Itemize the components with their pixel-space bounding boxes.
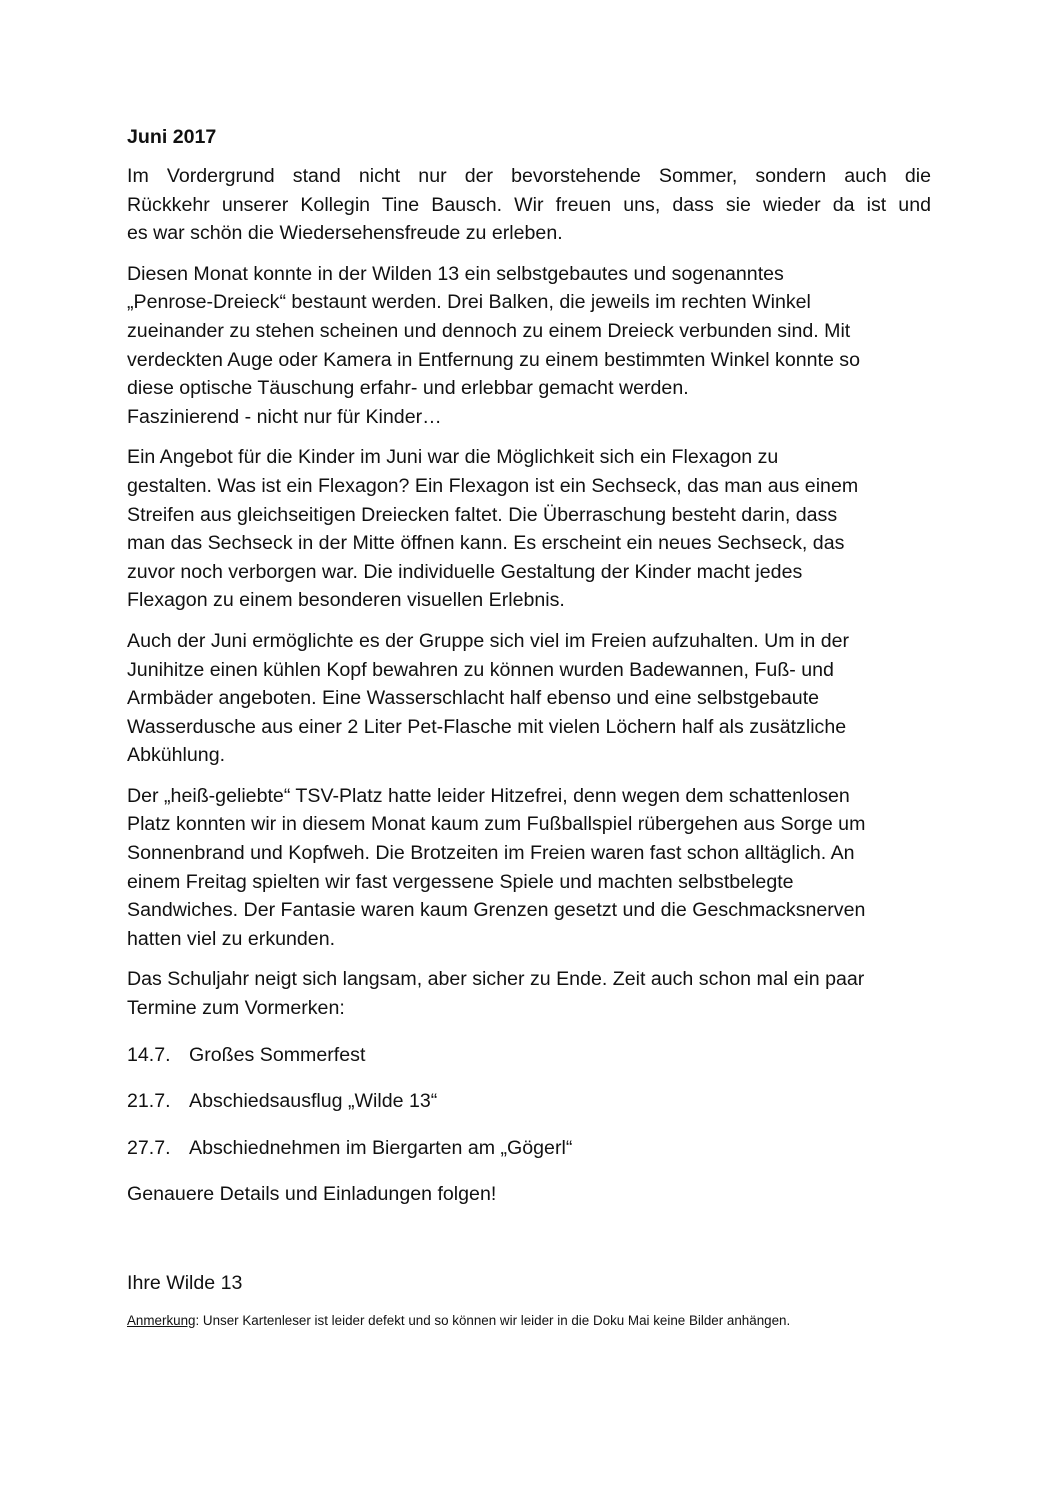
text-line: Diesen Monat konnte in der Wilden 13 ein selbstgebautes und sogenanntes xyxy=(127,262,784,285)
flexagon-paragraph xyxy=(127,443,931,615)
text-line: gestalten. Was ist ein Flexagon? Ein Flexagon ist ein Sechseck, das man aus einem xyxy=(127,474,859,497)
text-line: verdeckten Auge oder Kamera in Entfernung zu einem bestimmten Winkel konnte so xyxy=(127,348,860,371)
text-line: Armbäder angeboten. Eine Wasserschlacht half ebenso und eine selbstgebaute xyxy=(127,687,820,710)
intro-paragraph xyxy=(127,162,931,248)
details-line: Genauere Details und Einladungen folgen! xyxy=(127,1183,497,1206)
text-line: Junihitze einen kühlen Kopf bewahren zu können wurden Badewannen, Fuß- und xyxy=(127,658,834,681)
text-line: Der „heiß-geliebte“ TSV-Platz hatte leider Hitzefrei, denn wegen dem schattenlosen xyxy=(127,784,850,807)
date-day: 14.7. xyxy=(127,1043,171,1066)
text-line: Flexagon zu einem besonderen visuellen Erlebnis. xyxy=(127,589,565,612)
date-event: Abschiedsausflug „Wilde 13“ xyxy=(189,1090,438,1113)
text-line: Im Vordergrund stand nicht nur der bevorstehende Sommer, sondern auch die xyxy=(127,165,931,187)
text-line: Sandwiches. Der Fantasie waren kaum Grenzen gesetzt und die Geschmacksnerven xyxy=(127,899,866,922)
date-item xyxy=(127,1041,931,1070)
date-day: 21.7. xyxy=(127,1090,171,1113)
text-line: Wasserdusche aus einer 2 Liter Pet-Flasche mit vielen Löchern half als zusätzliche xyxy=(127,715,847,738)
dates-list xyxy=(127,1041,931,1163)
text-line: Rückkehr unserer Kollegin Tine Bausch. Wir freuen uns, dass sie wieder da ist und xyxy=(127,193,931,216)
page-title: Juni 2017 xyxy=(127,126,217,148)
text-line: Abkühlung. xyxy=(127,744,226,767)
signature: Ihre Wilde 13 xyxy=(127,1272,243,1294)
school-year-paragraph xyxy=(127,965,931,1022)
text-line: zueinander zu stehen scheinen und dennoch zu einem Dreieck verbunden sind. Mit xyxy=(127,319,851,342)
text-line: Faszinierend - nicht nur für Kinder… xyxy=(127,405,442,428)
text-line: Termine zum Vormerken: xyxy=(127,997,345,1020)
date-item xyxy=(127,1134,931,1163)
date-day: 27.7. xyxy=(127,1136,171,1159)
document-body xyxy=(127,123,931,1330)
text-line: Sonnenbrand und Kopfweh. Die Brotzeiten im Freien waren fast schon alltäglich. An xyxy=(127,842,855,865)
text-line: diese optische Täuschung erfahr- und erlebbar gemacht werden. xyxy=(127,377,689,400)
date-item xyxy=(127,1087,931,1116)
text-line: Auch der Juni ermöglichte es der Gruppe sich viel im Freien aufzuhalten. Um in der xyxy=(127,629,850,652)
text-line: „Penrose-Dreieck“ bestaunt werden. Drei Balken, die jeweils im rechten Winkel xyxy=(127,291,811,314)
date-event: Abschiednehmen im Biergarten am „Gögerl“ xyxy=(189,1136,573,1159)
text-line: hatten viel zu erkunden. xyxy=(127,927,336,950)
text-line: man das Sechseck in der Mitte öffnen kann. Es erscheint ein neues Sechseck, das xyxy=(127,532,845,555)
date-event: Großes Sommerfest xyxy=(189,1043,366,1066)
text-line: Das Schuljahr neigt sich langsam, aber sicher zu Ende. Zeit auch schon mal ein paar xyxy=(127,968,865,991)
text-line: einem Freitag spielten wir fast vergessene Spiele und machten selbstbelegte xyxy=(127,870,794,893)
text-line: Platz konnten wir in diesem Monat kaum zum Fußballspiel rübergehen aus Sorge um xyxy=(127,813,866,836)
footnote-text: : Unser Kartenleser ist leider defekt und so können wir leider in die Doku Mai keine Bilder anhängen. xyxy=(195,1312,791,1328)
text-line: es war schön die Wiedersehensfreude zu erleben. xyxy=(127,222,563,245)
text-line: zuvor noch verborgen war. Die individuelle Gestaltung der Kinder macht jedes xyxy=(127,560,803,583)
text-line: Streifen aus gleichseitigen Dreiecken faltet. Die Überraschung besteht darin, dass xyxy=(127,503,838,526)
footnote-label: Anmerkung xyxy=(127,1312,196,1328)
summer-paragraph xyxy=(127,627,931,770)
footnote xyxy=(127,1312,931,1330)
text-line: Ein Angebot für die Kinder im Juni war die Möglichkeit sich ein Flexagon zu xyxy=(127,446,779,469)
tsv-paragraph xyxy=(127,782,931,954)
penrose-paragraph xyxy=(127,260,931,432)
